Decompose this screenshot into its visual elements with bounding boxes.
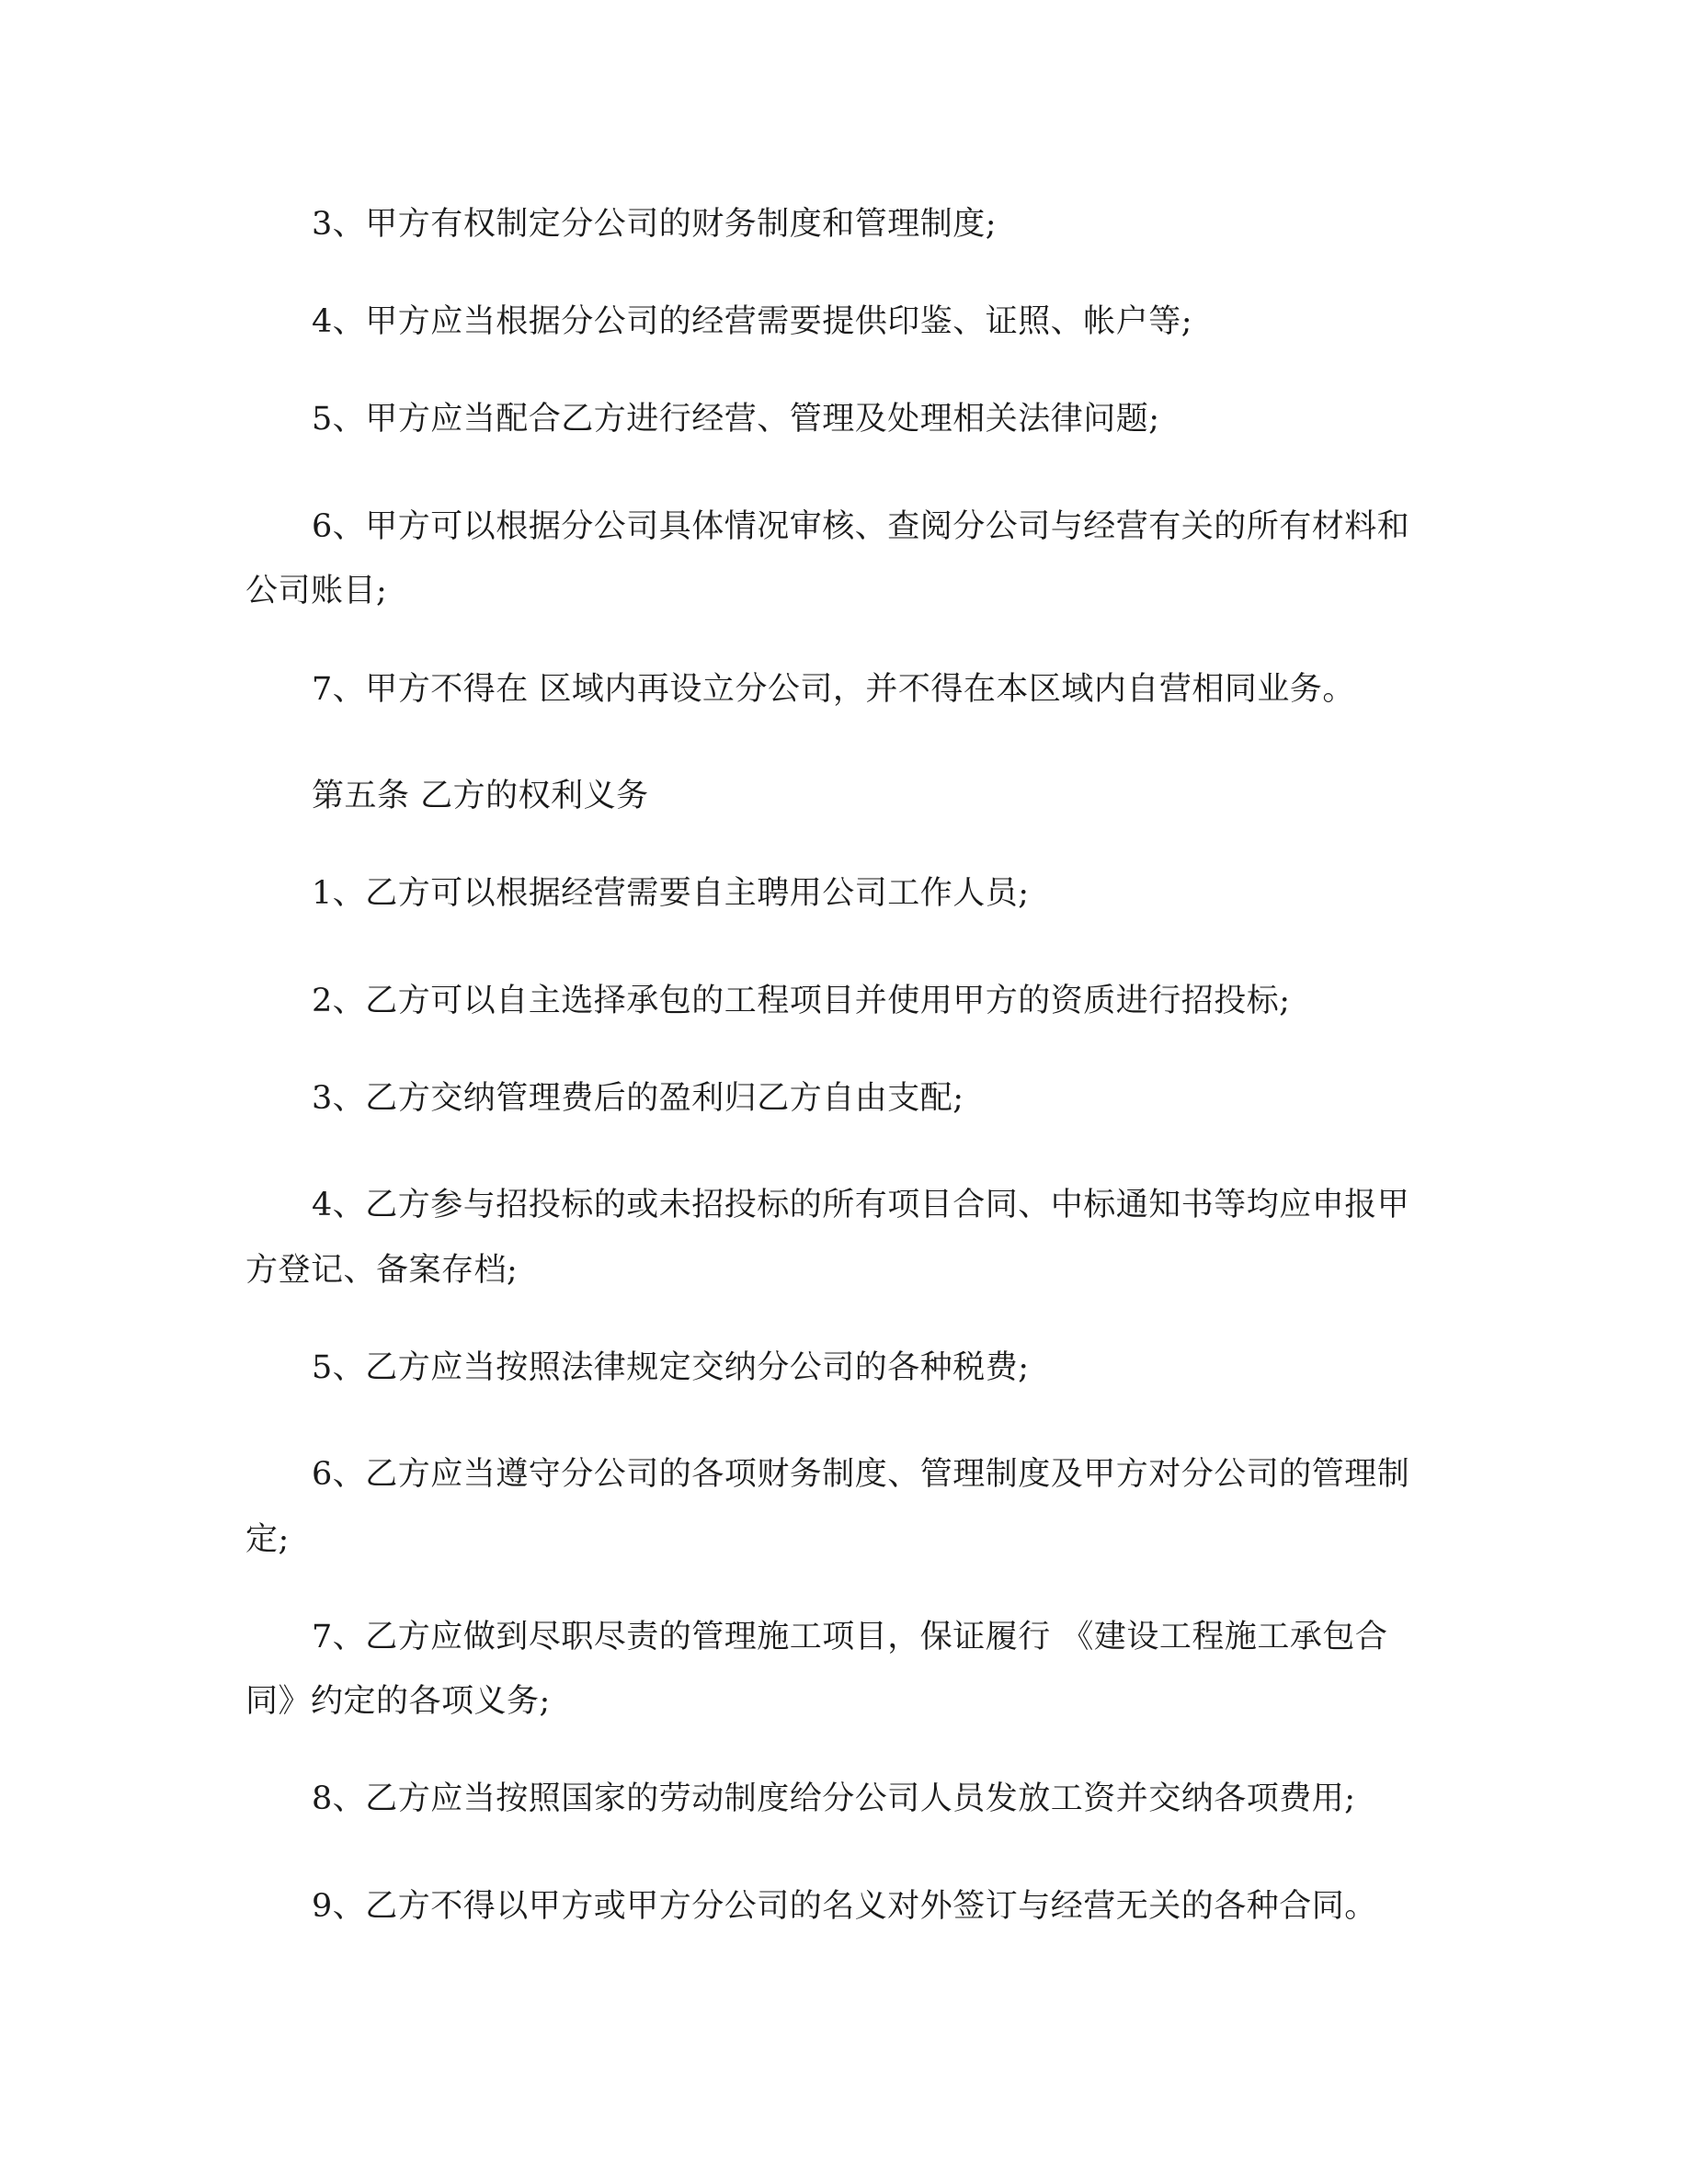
clause-party-b-8: 8、乙方应当按照国家的劳动制度给分公司人员发放工资并交纳各项费用; — [312, 1780, 1356, 1817]
clause-party-b-9: 9、乙方不得以甲方或甲方分公司的名义对外签订与经营无关的各种合同。 — [312, 1888, 1377, 1925]
clause-party-b-4-cont: 方登记、备案存档; — [245, 1252, 519, 1289]
clause-party-b-7-cont: 同》约定的各项义务; — [245, 1683, 551, 1720]
clause-party-b-5: 5、乙方应当按照法律规定交纳分公司的各种税费; — [312, 1349, 1030, 1386]
clause-party-a-6: 6、甲方可以根据分公司具体情况审核、查阅分公司与经营有关的所有材料和 — [312, 508, 1410, 545]
clause-party-a-5: 5、甲方应当配合乙方进行经营、管理及处理相关法律问题; — [312, 401, 1160, 438]
clause-party-b-6-cont: 定; — [245, 1521, 290, 1558]
clause-party-a-7: 7、甲方不得在 区域内再设立分公司，并不得在本区域内自营相同业务。 — [312, 671, 1355, 708]
section-heading-article-5: 第五条 乙方的权利义务 — [312, 778, 649, 814]
clause-party-b-3: 3、乙方交纳管理费后的盈利归乙方自由支配; — [312, 1080, 964, 1117]
clause-party-b-1: 1、乙方可以根据经营需要自主聘用公司工作人员; — [312, 875, 1030, 912]
clause-party-a-3: 3、甲方有权制定分公司的财务制度和管理制度; — [312, 206, 998, 243]
clause-party-b-6: 6、乙方应当遵守分公司的各项财务制度、管理制度及甲方对分公司的管理制 — [312, 1456, 1410, 1493]
clause-party-b-7: 7、乙方应做到尽职尽责的管理施工项目，保证履行 《建设工程施工承包合 — [312, 1619, 1388, 1655]
clause-party-a-4: 4、甲方应当根据分公司的经营需要提供印鉴、证照、帐户等; — [312, 303, 1193, 340]
clause-party-b-4: 4、乙方参与招投标的或未招投标的所有项目合同、中标通知书等均应申报甲 — [312, 1187, 1410, 1223]
clause-party-b-2: 2、乙方可以自主选择承包的工程项目并使用甲方的资质进行招投标; — [312, 983, 1291, 1019]
clause-party-a-6-cont: 公司账目; — [245, 573, 388, 609]
